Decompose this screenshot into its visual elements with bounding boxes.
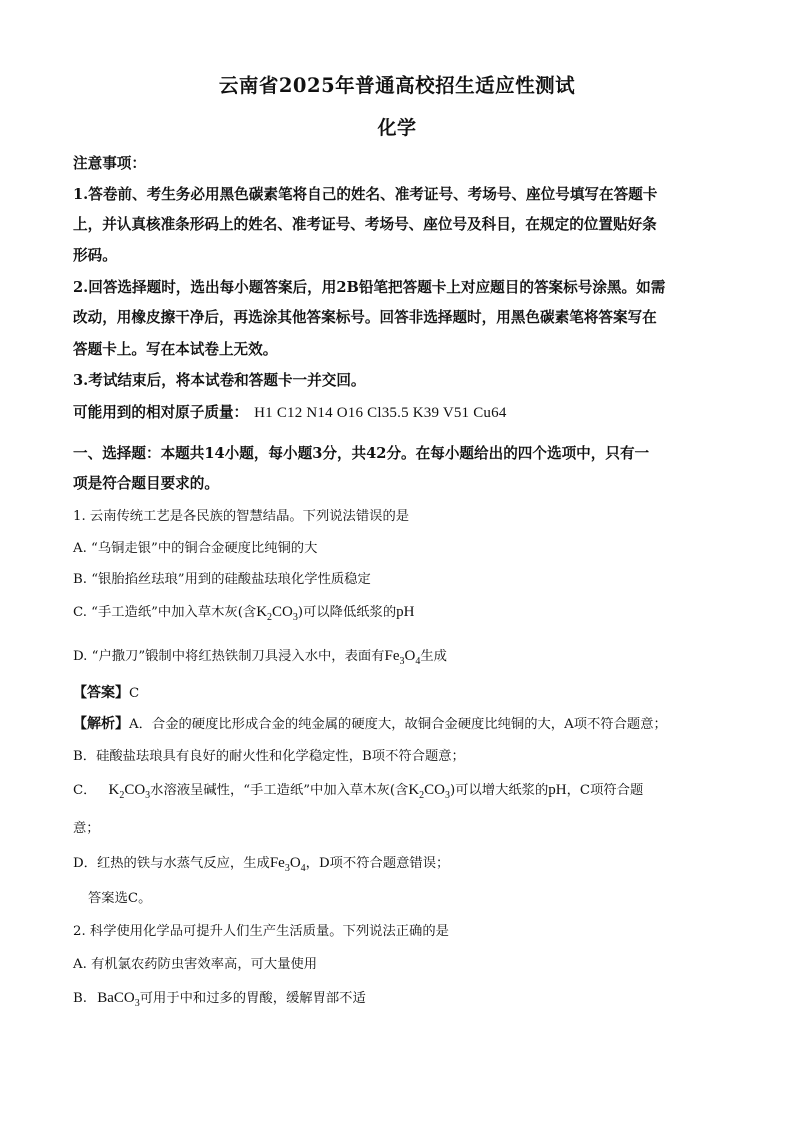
formula-k2co3: $K_2CO_3$ [408,782,450,801]
q1-option-c-text-2: )可以降低纸浆的 [297,605,397,620]
formula-k2co3: $K_2CO_3$ [108,782,151,801]
exam-title: 云南省2025年普通高校招生适应性测试 [218,74,576,97]
q1-stem: 1. 云南传统工艺是各民族的智慧结晶。下列说法错误的是 [73,509,410,524]
q1-option-b: B. “银胎掐丝珐琅”用到的硅酸盐珐琅化学性质稳定 [73,572,371,587]
notice-line-2: 上，并认真核准条形码上的姓名、准考证号、考场号、座位号及科目，在规定的位置贴好条 [73,216,657,233]
q2-option-b-text: 可用于中和过多的胃酸，缓解胃部不适 [139,991,366,1006]
q1-analysis-line-4 [73,852,449,874]
notice-line-3: 形码。 [73,247,117,264]
formula-baco3: BaCO$_3$ [97,990,140,1009]
analysis-tag: 【解析】 [73,716,129,732]
notice-line-5: 改动，用橡皮擦干净后，再选涂其他答案标号。回答非选择题时，用黑色碳素笔将答案写在 [73,309,657,326]
atomic-mass-values: H1 C12 N14 O16 Cl35.5 K39 V51 Cu64 [254,405,507,421]
analysis-d-text-2: ，D项不符合题意错误； [305,856,450,871]
analysis-d-text: D．红热的铁与水蒸气反应，生成 [73,856,270,871]
q2-option-b-prefix: B. [73,991,92,1006]
q1-answer-line [73,682,139,702]
q1-option-d-text: D. “户撒刀”锻制中将红热铁制刀具浸入水中，表面有 [73,649,385,664]
q1-option-d-text-2: 生成 [420,649,447,664]
q2-option-b [73,987,366,1009]
q1-analysis-line-1 [73,713,667,733]
subject-title: 化学 [377,117,417,139]
answer-tag: 【答案】 [73,685,129,701]
q1-option-a: A. “乌铜走银”中的铜合金硬度比纯铜的大 [73,541,318,556]
analysis-a-text: A．合金的硬度比形成合金的纯金属的硬度大，故铜合金硬度比纯铜的大，A项不符合题意； [129,717,667,732]
notice-line-7: 3.考试结束后，将本试卷和答题卡一并交回。 [73,372,366,389]
formula-k2co3: $K_2CO_3$ [256,604,298,623]
analysis-c-text-1: 水溶液呈碱性，“手工造纸”中加入草木灰(含 [150,783,409,798]
q1-analysis-line-3-cont: 意； [73,821,100,836]
formula-fe3o4: $Fe_3O_4$ [384,648,421,667]
formula-fe3o4: $Fe_3O_4$ [269,855,306,874]
q1-option-c [73,601,415,623]
analysis-c-text-2: )可以增大纸浆的 [450,783,549,798]
answer-value: C [129,686,140,701]
notice-line-4: 2.回答选择题时，选出每小题答案后，用2B铅笔把答题卡上对应题目的答案标号涂黑。如需 [73,279,666,296]
notice-line-1: 1.答卷前、考生务必用黑色碳素笔将自己的姓名、准考证号、考场号、座位号填写在答题卡 [73,186,658,203]
q1-option-d [73,645,447,667]
q1-analysis-line-3 [73,779,643,801]
q1-option-c-text: C. “手工造纸”中加入草木灰(含 [73,605,257,620]
analysis-c-prefix: C． [73,783,97,798]
q2-option-a: A. 有机氯农药防虫害效率高，可大量使用 [73,957,318,972]
section-heading-line-1: 一、选择题：本题共14小题，每小题3分，共42分。在每小题给出的四个选项中，只有一 [73,445,650,462]
formula-ph: pH [396,604,415,620]
notice-heading: 注意事项： [73,155,146,172]
q2-stem: 2. 科学使用化学品可提升人们生产生活质量。下列说法正确的是 [73,924,449,939]
analysis-c-text-3: ，C项符合题 [566,783,644,798]
q1-conclusion: 答案选C。 [88,891,152,906]
section-heading-line-2: 项是符合题目要求的。 [73,475,219,492]
formula-ph: pH [548,782,567,798]
q1-analysis-line-2: B．硅酸盐珐琅具有良好的耐火性和化学稳定性，B项不符合题意； [73,749,465,764]
atomic-mass-line [73,401,507,422]
atomic-mass-label: 可能用到的相对原子质量： [73,404,249,421]
notice-line-6: 答题卡上。写在本试卷上无效。 [73,341,278,358]
